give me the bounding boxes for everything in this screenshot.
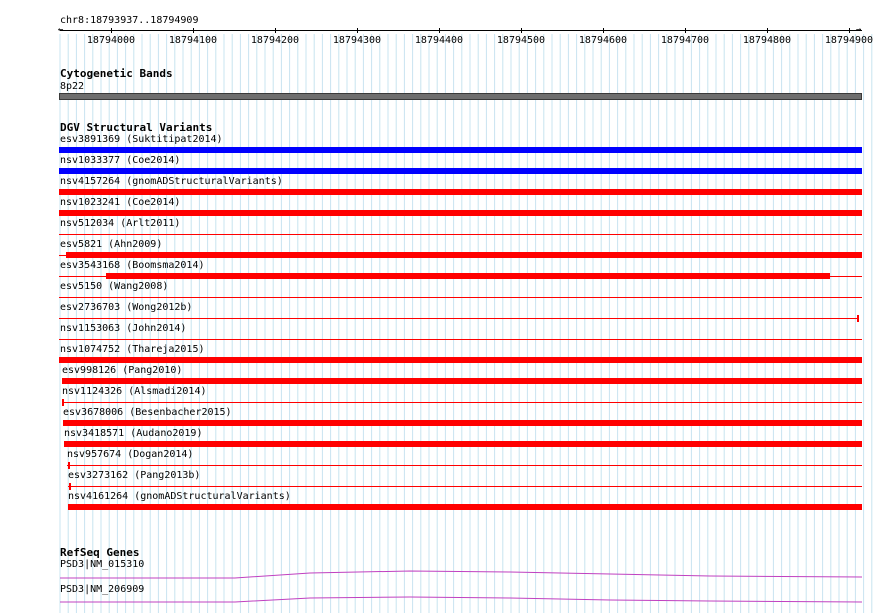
ruler-tick-label: 18794800: [742, 35, 792, 46]
gene-label: PSD3|NM_015310: [60, 559, 145, 570]
ruler-tick-label: 18794500: [496, 35, 546, 46]
variant-label[interactable]: nsv4161264 (gnomADStructuralVariants): [68, 491, 291, 502]
ruler-tick-label: 18794400: [414, 35, 464, 46]
refseq-track-title[interactable]: RefSeq Genes: [60, 546, 140, 559]
variant-label[interactable]: nsv3418571 (Audano2019): [64, 428, 203, 439]
variant-label[interactable]: nsv512034 (Arlt2011): [60, 218, 181, 229]
variant-label[interactable]: nsv957674 (Dogan2014): [67, 449, 194, 460]
scroll-left-arrow-icon[interactable]: ←: [58, 25, 64, 35]
dgv-track-title[interactable]: DGV Structural Variants: [60, 121, 213, 134]
variant-label[interactable]: nsv4157264 (gnomADStructuralVariants): [60, 176, 283, 187]
ruler-position-label: chr8:18793937..18794909: [60, 15, 199, 26]
variant-label[interactable]: esv3273162 (Pang2013b): [68, 470, 201, 481]
ruler-tick-label: 18794000: [86, 35, 136, 46]
ruler-tick-label: 18794900: [824, 35, 874, 46]
scroll-right-arrow-icon[interactable]: →: [856, 25, 862, 35]
gene-model-nm206909: [60, 597, 862, 602]
ruler-tick-label: 18794700: [660, 35, 710, 46]
ruler-tick-label: 18794300: [332, 35, 382, 46]
variant-label[interactable]: nsv1033377 (Coe2014): [60, 155, 181, 166]
variant-label[interactable]: esv3678006 (Besenbacher2015): [63, 407, 232, 418]
variant-label[interactable]: nsv1153063 (John2014): [60, 323, 187, 334]
variant-label[interactable]: esv3891369 (Suktitipat2014): [60, 134, 223, 145]
cytoband-label: 8p22: [60, 81, 85, 92]
variant-label[interactable]: esv5821 (Ahn2009): [60, 239, 163, 250]
gene-label: PSD3|NM_206909: [60, 584, 145, 595]
variant-label[interactable]: esv2736703 (Wong2012b): [60, 302, 193, 313]
ruler-tick-label: 18794600: [578, 35, 628, 46]
variant-label[interactable]: esv3543168 (Boomsma2014): [60, 260, 205, 271]
variant-label[interactable]: esv5150 (Wang2008): [60, 281, 169, 292]
variant-label[interactable]: nsv1124326 (Alsmadi2014): [62, 386, 207, 397]
cytoband-track-title[interactable]: Cytogenetic Bands: [60, 67, 173, 80]
variant-label[interactable]: nsv1023241 (Coe2014): [60, 197, 181, 208]
variant-label[interactable]: esv998126 (Pang2010): [62, 365, 183, 376]
ruler-tick-label: 18794100: [168, 35, 218, 46]
gene-model-nm015310: [60, 571, 862, 578]
ruler-tick-label: 18794200: [250, 35, 300, 46]
variant-label[interactable]: nsv1074752 (Thareja2015): [60, 344, 205, 355]
